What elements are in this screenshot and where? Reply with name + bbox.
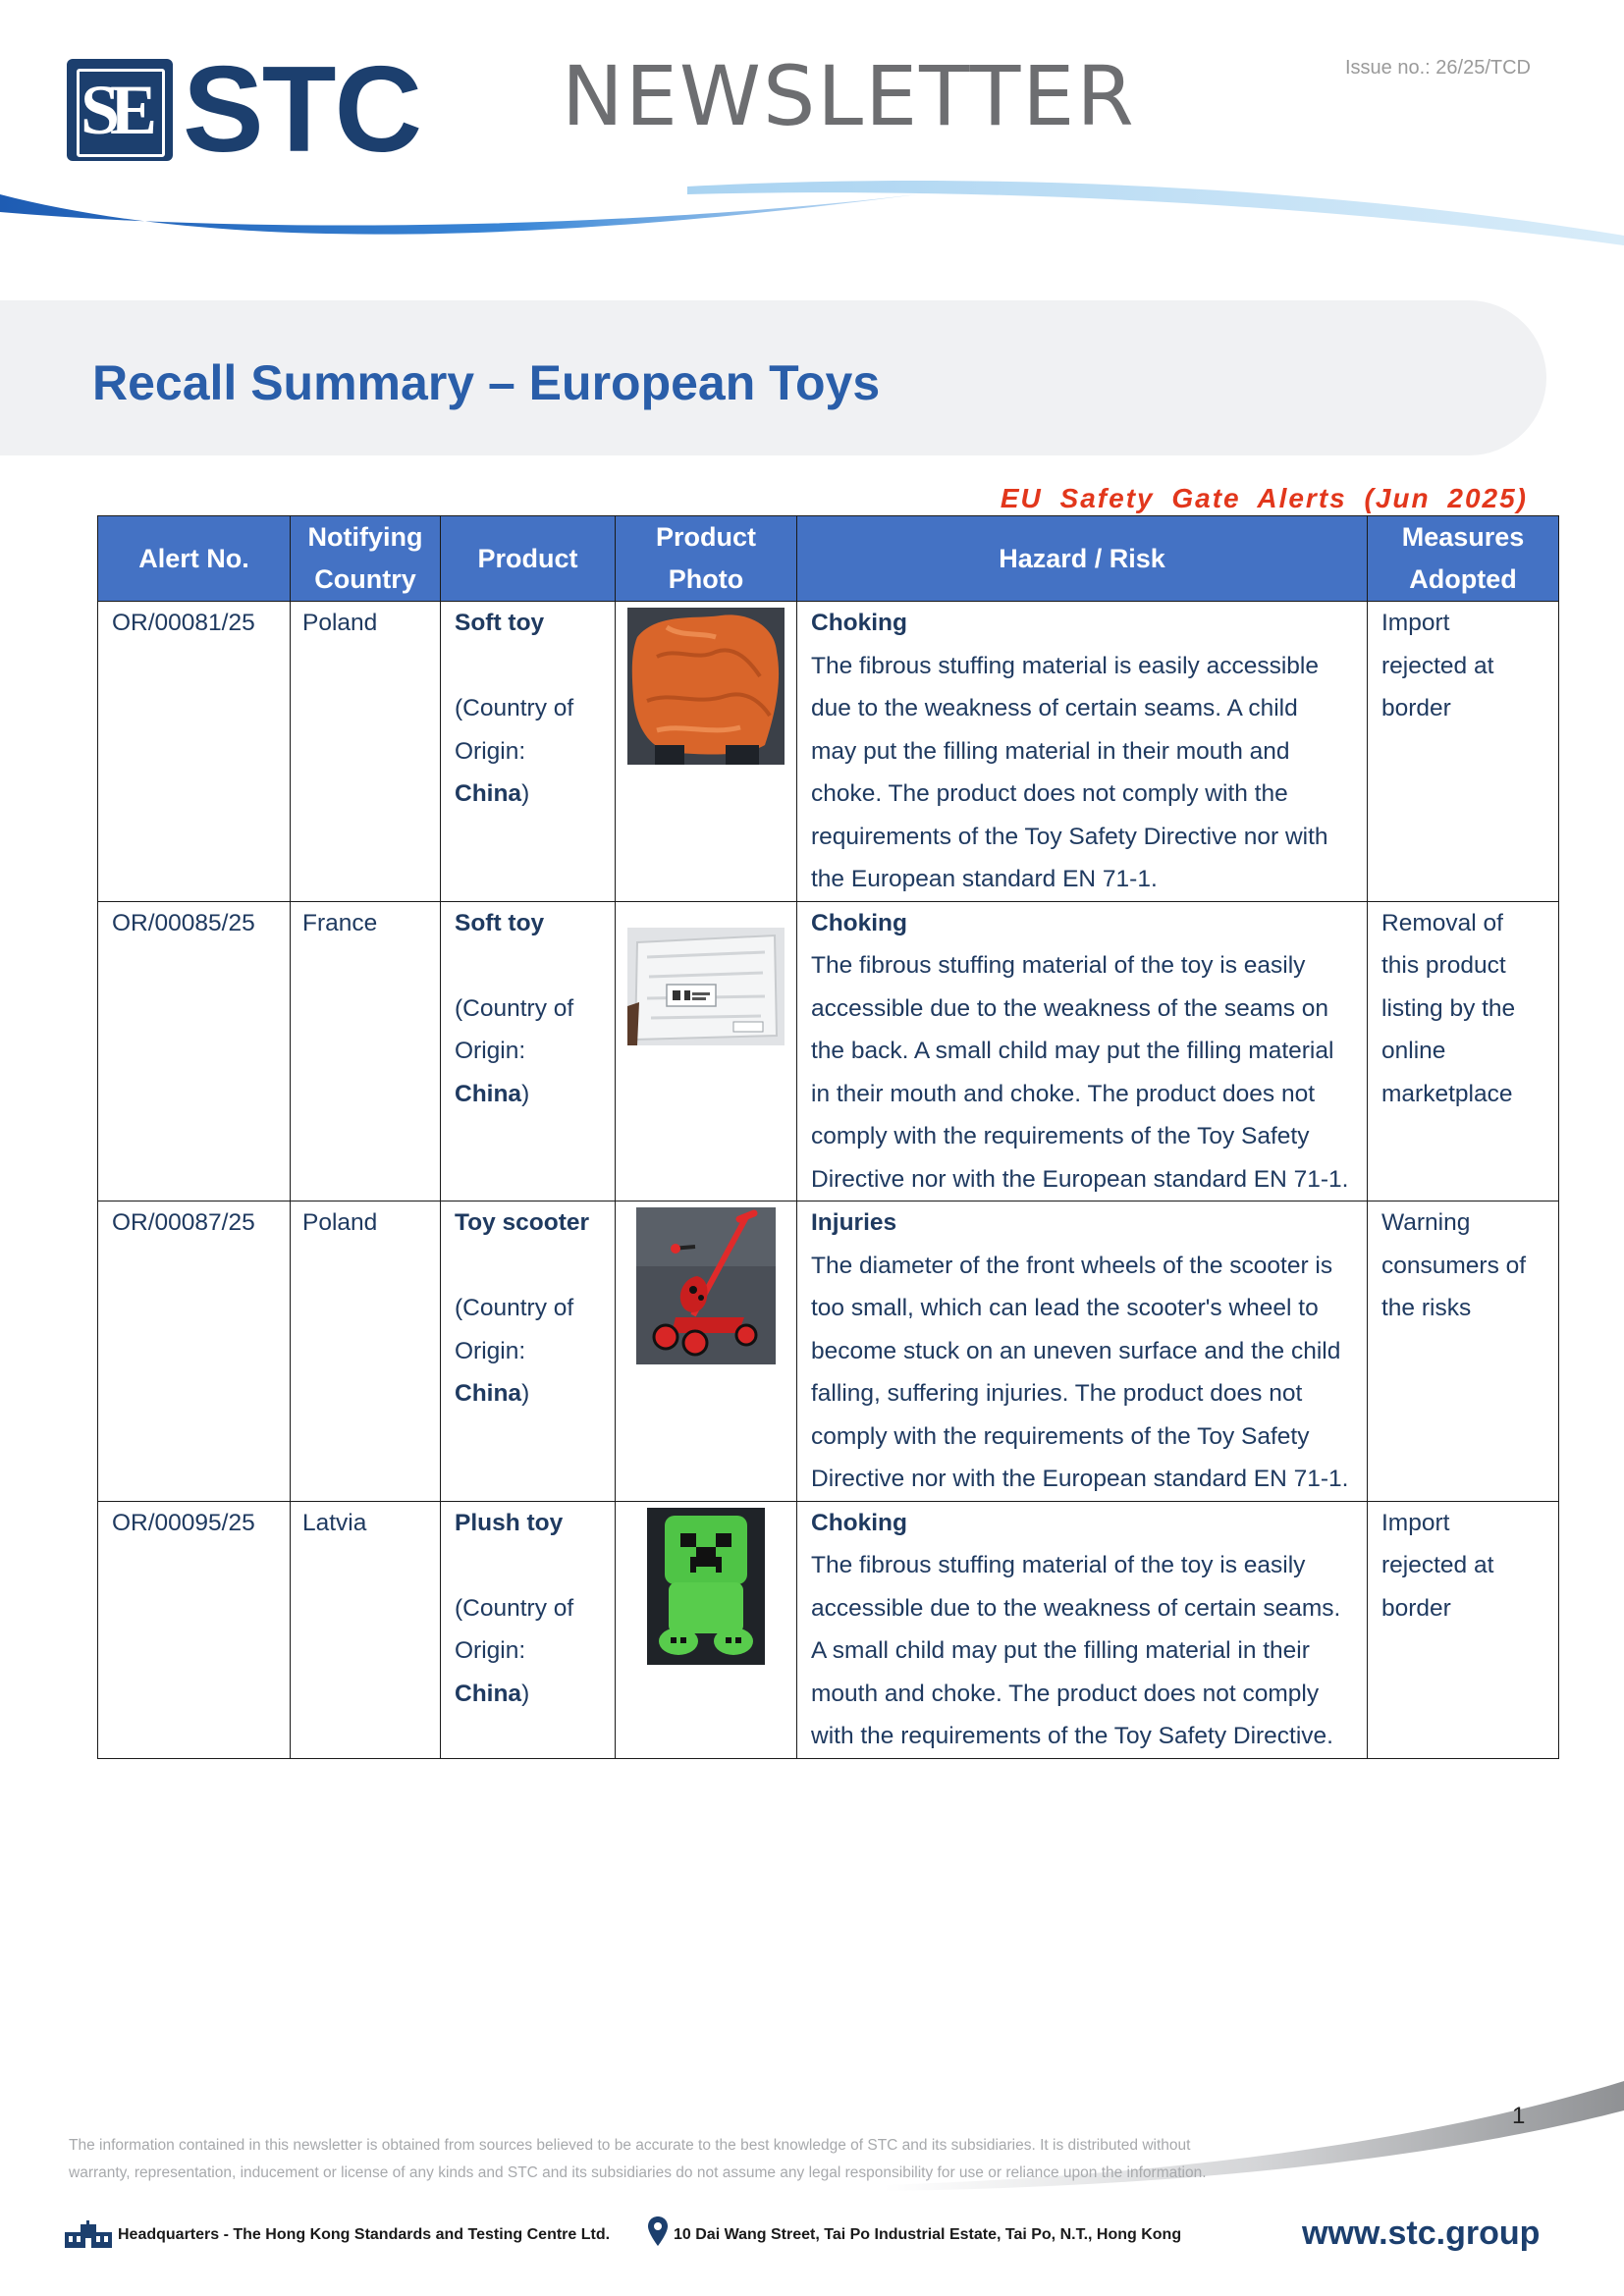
notifying-country: Latvia <box>291 1501 441 1758</box>
table-row <box>98 602 1559 902</box>
table-header-row <box>98 516 1559 602</box>
website-link[interactable]: www.stc.group <box>1302 2215 1541 2252</box>
product-photo-cell <box>616 1201 797 1502</box>
product-name: Soft toy <box>455 909 545 936</box>
alert-number: OR/00095/25 <box>98 1501 291 1758</box>
logo-wordmark: STC <box>183 42 420 178</box>
hazard-title: Choking <box>811 1509 907 1536</box>
green-plush-toy-photo <box>647 1508 765 1665</box>
product-photo-cell <box>616 602 797 902</box>
hazard-title: Injuries <box>811 1209 897 1236</box>
product-cell: Plush toy (Country of Origin: China) <box>441 1501 616 1758</box>
building-icon <box>63 2220 114 2250</box>
origin-country: China <box>455 1680 522 1707</box>
headquarters-text: Headquarters - The Hong Kong Standards and Testing Centre Ltd. <box>118 2226 611 2243</box>
header-notifying-country: Notifying Country <box>291 516 441 602</box>
stc-logo <box>67 42 460 178</box>
alert-number: OR/00085/25 <box>98 901 291 1201</box>
recall-table <box>97 515 1559 1759</box>
origin-country: China <box>455 780 522 807</box>
newsletter-title: NEWSLETTER <box>562 48 1136 144</box>
product-cell: Soft toy (Country of Origin: China) <box>441 901 616 1201</box>
product-cell: Toy scooter (Country of Origin: China) <box>441 1201 616 1502</box>
table-row <box>98 901 1559 1201</box>
orange-soft-toy-photo <box>627 608 785 765</box>
measures-cell: Import rejected at border <box>1368 602 1559 902</box>
alert-number: OR/00087/25 <box>98 1201 291 1502</box>
header-measures-adopted: Measures Adopted <box>1368 516 1559 602</box>
product-name: Toy scooter <box>455 1209 590 1236</box>
alert-number: OR/00081/25 <box>98 602 291 902</box>
header-product: Product <box>441 516 616 602</box>
origin-country: China <box>455 1380 522 1407</box>
notifying-country: France <box>291 901 441 1201</box>
notifying-country: Poland <box>291 1201 441 1502</box>
page-number: 1 <box>1512 2103 1526 2129</box>
stc-logo-mark <box>67 59 173 161</box>
hazard-cell: Injuries The diameter of the front wheels of the scooter is too small, which can lead the scooter's wheel to become stuck on an uneven surface and the child falling, suffering injuries. The product does not comply with the requirements of the Toy Safety Directive nor with the European standard EN 71-1. <box>797 1201 1368 1502</box>
alerts-caption: EU Safety Gate Alerts (Jun 2025) <box>1000 483 1528 513</box>
measures-cell: Removal of this product listing by the online marketplace <box>1368 901 1559 1201</box>
hazard-cell: Choking The fibrous stuffing material is easily accessible due to the weakness of certain seams. A child may put the filling material in their mouth and choke. The product does not comply with the requirements of the Toy Safety Directive nor with the European standard EN 71-1. <box>797 602 1368 902</box>
address-text: 10 Dai Wang Street, Tai Po Industrial Estate, Tai Po, N.T., Hong Kong <box>674 2226 1182 2243</box>
hazard-cell: Choking The fibrous stuffing material of the toy is easily accessible due to the weakness of certain seams. A small child may put the filling material in their mouth and choke. The product does not comply with the requirements of the Toy Safety Directive. <box>797 1501 1368 1758</box>
product-photo-cell <box>616 1501 797 1758</box>
red-toy-scooter-photo <box>636 1207 776 1364</box>
product-name: Soft toy <box>455 610 545 636</box>
header-product-photo: Product Photo <box>616 516 797 602</box>
origin-country: China <box>455 1080 522 1107</box>
disclaimer: The information contained in this newsletter is obtained from sources believed to be accurate to the best knowledge of STC and its subsidiaries. It is distributed without warranty, representation, inducement or license of any kinds and STC and its subsidiaries do not assume any legal responsibility for use or reliance upon the information. <box>69 2137 1207 2181</box>
white-packaged-toy-photo <box>627 928 785 1045</box>
header-hazard-risk: Hazard / Risk <box>797 516 1368 602</box>
measures-cell: Import rejected at border <box>1368 1501 1559 1758</box>
hazard-cell: Choking The fibrous stuffing material of the toy is easily accessible due to the weakness of the seams on the back. A small child may put the filling material in their mouth and choke. The product does not comply with the requirements of the Toy Safety Directive nor with the European standard EN 71-1. <box>797 901 1368 1201</box>
hazard-title: Choking <box>811 909 907 936</box>
measures-cell: Warning consumers of the risks <box>1368 1201 1559 1502</box>
logo-mark-letters: SE <box>81 71 148 149</box>
page-title: Recall Summary – European Toys <box>92 355 881 410</box>
location-pin-icon <box>648 2216 668 2246</box>
notifying-country: Poland <box>291 602 441 902</box>
product-name: Plush toy <box>455 1509 564 1536</box>
header-alert-no: Alert No. <box>98 516 291 602</box>
hazard-title: Choking <box>811 610 907 636</box>
product-photo-cell <box>616 901 797 1201</box>
product-cell: Soft toy (Country of Origin: China) <box>441 602 616 902</box>
table-row <box>98 1201 1559 1502</box>
issue-number: Issue no.: 26/25/TCD <box>1345 57 1531 79</box>
header-swoosh-decoration <box>0 177 1624 265</box>
table-row <box>98 1501 1559 1758</box>
